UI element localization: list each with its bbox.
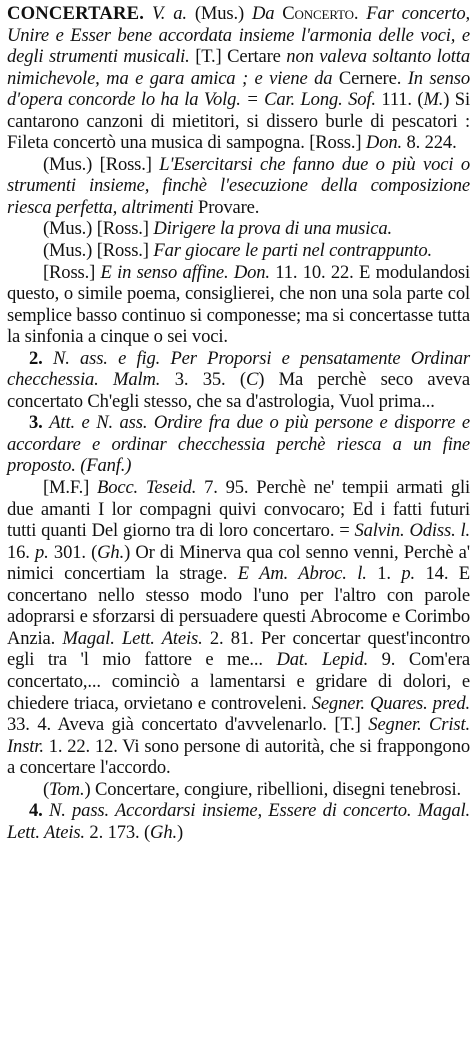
italic-text: Segner. Quares. pred. bbox=[311, 692, 470, 714]
entry-text: 33. 4. Aveva già concertato d'avvelenarlo. [T.] bbox=[7, 714, 369, 736]
entry-text: Cernere. bbox=[332, 67, 408, 89]
italic-text: L'Esercitarsi che fanno due o più voci o strumenti insieme, finchè l'esecuzione della composizione riesca perfetta, altrimenti bbox=[7, 153, 470, 218]
entry-text: (Mus.) [Ross.] bbox=[43, 153, 160, 175]
entry-text: 16. bbox=[7, 541, 36, 563]
italic-text: Dirigere la prova di una musica. bbox=[153, 218, 392, 240]
entry-text: ) bbox=[176, 821, 184, 843]
italic-text: Far giocare le parti nel contrappunto. bbox=[153, 240, 433, 262]
italic-text: Magal. Lett. Ateis. bbox=[62, 627, 203, 649]
entry-text: 2. 173. ( bbox=[84, 821, 151, 843]
sense-number: 3. bbox=[29, 412, 50, 434]
entry-paragraph bbox=[7, 412, 470, 477]
entry-text: . bbox=[353, 3, 367, 24]
italic-text: Att. e N. ass. Ordire fra due o più persone e disporre e accordare e ordinar checchessia perchè riesca a un fine proposto. (Fanf.) bbox=[7, 412, 470, 477]
italic-text: E in senso affine. Don. bbox=[100, 261, 270, 283]
italic-text: Salvin. Odiss. l. bbox=[354, 520, 471, 542]
italic-text: In senso d'opera concorde lo ha la Volg. = Car. Long. Sof. bbox=[7, 67, 470, 111]
italic-text: C bbox=[245, 369, 259, 391]
italic-text: Dat. Lepid. bbox=[276, 649, 369, 671]
entry-text: (Mus.) bbox=[186, 3, 252, 24]
entry-text: 11. 10. 22. E modulandosi questo, o simile poema, consiglierei, che non una sola parte col semplice basso continuo si componesse; ma si concertasse tutta la sinfonia a cinque o sei voci. bbox=[7, 261, 470, 348]
entry-text: 3. 35. ( bbox=[160, 369, 246, 391]
entry-text: 111. ( bbox=[375, 89, 424, 111]
entry-text bbox=[144, 3, 152, 24]
entry-text: 2. 81. Per concertar quest'incontro egli tra 'l mio fattore e me... bbox=[7, 627, 470, 671]
italic-text: Gh. bbox=[97, 541, 125, 563]
entry-paragraph bbox=[7, 3, 470, 154]
italic-text: Tom. bbox=[49, 778, 85, 800]
italic-text: p. bbox=[401, 563, 416, 585]
entry-text: 301. ( bbox=[48, 541, 98, 563]
italic-text: V. a. bbox=[152, 3, 187, 24]
italic-text: Da bbox=[251, 3, 283, 24]
italic-text: Gh. bbox=[150, 821, 177, 843]
italic-text: Don. bbox=[365, 132, 402, 154]
entry-text: (Mus.) [Ross.] bbox=[43, 240, 154, 262]
italic-text: N. ass. e fig. Per Proporsi e pensatamente Ordinar checchessia. Malm. bbox=[7, 347, 470, 391]
entry-headword: CONCERTARE. bbox=[7, 3, 145, 24]
entry-text: 8. 224. bbox=[402, 132, 457, 154]
entry-text: ) Concertare, congiure, ribellioni, disegni tenebrosi. bbox=[84, 778, 462, 800]
italic-text: non valeva soltanto lotta nimichevole, ma e gara amica ; e viene da bbox=[7, 46, 470, 89]
italic-text: E Am. Abroc. l. bbox=[237, 563, 367, 585]
entry-text: 1. 22. 12. Vi sono persone di autorità, che si frappongono a concertare l'accordo. bbox=[7, 735, 470, 779]
entry-text: 9. Com'era concertato,... cominciò a lamentarsi e gridare di dolori, e chiedere triaca, orvietano e controveleni. bbox=[7, 649, 470, 714]
entry-paragraph bbox=[7, 477, 470, 779]
italic-text: p. bbox=[35, 541, 49, 563]
entry-text: Provare. bbox=[193, 196, 260, 218]
entry-text: 14. E concertano nello stesso modo l'uno per l'altro con parole adoprarsi e sforzarsi di persuadere questi Abrocome e Corimbo Anzia. bbox=[7, 563, 471, 649]
entry-text: 7. 95. Perchè ne' tempii armati gli due amanti I lor compagni quivi convocaro; Ed i fatti futuri tutti quanti Del giorno tra di loro concertaro. = bbox=[7, 477, 470, 542]
small-caps-text: Concerto bbox=[282, 3, 354, 24]
entry-paragraph bbox=[7, 240, 470, 262]
entry-text: 1. bbox=[366, 563, 402, 585]
italic-text: M. bbox=[423, 89, 444, 111]
entry-paragraph bbox=[7, 348, 470, 413]
entry-paragraph bbox=[7, 154, 470, 219]
italic-text: Far concerto, Unire e Esser bene accordata insieme l'armonia delle voci, e degli strumenti musicali. bbox=[7, 3, 471, 68]
entry-paragraph bbox=[7, 262, 470, 348]
entry-text: ) Si cantarono canzoni di mietitori, si dissero burle di pescatori : Fileta concertò una musica di sampogna. [Ross.] bbox=[7, 89, 470, 154]
entry-text: [T.] Certare bbox=[189, 46, 287, 68]
italic-text: Bocc. Teseid. bbox=[96, 477, 197, 499]
italic-text: N. pass. Accordarsi insieme, Essere di concerto. Magal. Lett. Ateis. bbox=[7, 800, 470, 843]
entry-text: [Ross.] bbox=[43, 261, 101, 283]
sense-number: 2. bbox=[29, 347, 53, 369]
dictionary-entry-concertare bbox=[7, 3, 470, 843]
entry-text: ( bbox=[43, 778, 50, 800]
italic-text: Segner. Crist. Instr. bbox=[7, 714, 470, 757]
entry-paragraph bbox=[7, 218, 470, 240]
entry-paragraph bbox=[7, 800, 470, 843]
sense-number: 4. bbox=[29, 800, 49, 822]
entry-text: (Mus.) [Ross.] bbox=[43, 218, 154, 240]
entry-paragraph bbox=[7, 779, 470, 801]
entry-text: ) Or di Minerva qua col senno venni, Perchè a' nimici concertiam la strage. bbox=[7, 541, 470, 585]
entry-text: [M.F.] bbox=[43, 477, 97, 499]
entry-text: ) Ma perchè seco aveva concertato Ch'egli stesso, che sa d'astrologia, Vuol prima... bbox=[7, 369, 470, 412]
